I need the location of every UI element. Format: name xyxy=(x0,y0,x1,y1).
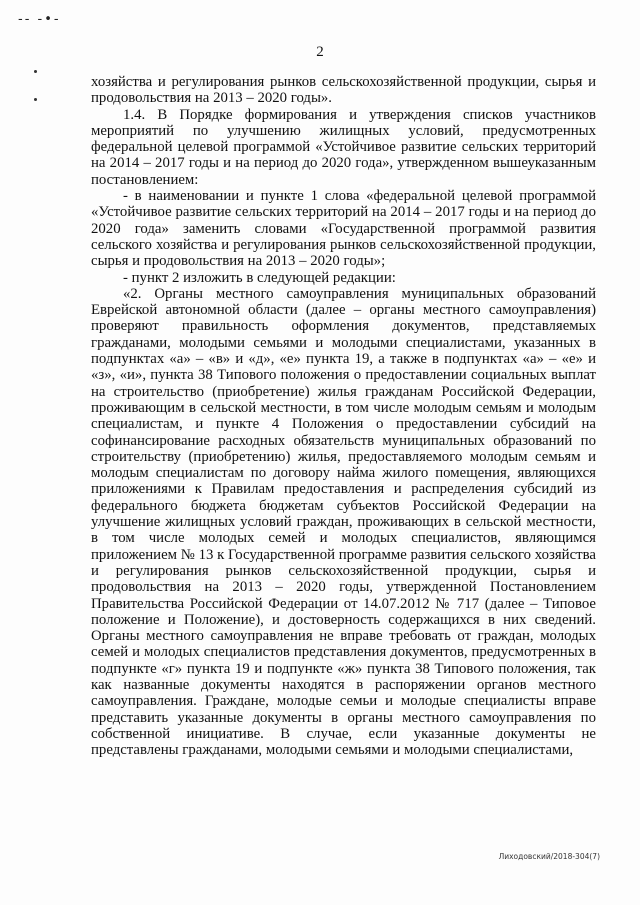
scan-marks: -‐ -•- xyxy=(18,12,61,27)
paragraph-item-2-text: «2. Органы местного самоуправления муниципальных образований Еврейской автономной области (далее – органы местного самоуправления) проверяют правильность оформления документов, представляемых гражданами, молодыми семьями и молодыми специалистами, указанных в подпунктах «а» – «в» и «д», «е» пункта 19, а также в подпунктах «а» – «е» и «з», «и», пункта 38 Типового положения о предоставлении социальных выплат на строительство (приобретение) жилья гражданам Российской Федерации, проживающим в сельской местности, в том числе молодым семьям и молодым специалистам, и пункте 4 Положения о предоставлении субсидий на софинансирование расходных обязательств муниципальных образований по строительству (приобретению) жилья, предоставляемого молодым семьям и молодым специалистам по договору найма жилого помещения, являющихся приложениями к Правилам предоставления и распределения субсидий из федерального бюджета бюджетам субъектов Российской Федерации на улучшение жилищных условий граждан, проживающих в сельской местности, в том числе молодых семей и молодых специалистов, являющимся приложением № 13 к Государственной программе развития сельского хозяйства и регулирования рынков сельскохозяйственной продукции, сырья и продовольствия на 2013 – 2020 годы, утвержденной Постановлением Правительства Российской Федерации от 14.07.2012 № 717 (далее – Типовое положение и Положение), и достоверность содержащихся в них сведений. Органы местного самоуправления не вправе требовать от граждан, молодых семей и молодых специалистов представления документов, предусмотренных в подпункте «г» пункта 19 и подпункте «ж» пункта 38 Типового положения, так как названные документы находятся в распоряжении органов местного самоуправления. Граждане, молодые семьи и молодые специалисты вправе представить указанные документы в органы местного самоуправления по собственной инициативе. В случае, если указанные документы не представлены гражданами, молодыми семьями и молодыми специалистами, xyxy=(91,285,596,759)
document-body xyxy=(91,74,596,758)
page-number: 2 xyxy=(316,44,324,60)
paragraph-item-2-intro: - пункт 2 изложить в следующей редакции: xyxy=(123,269,396,286)
paragraph-continuation: хозяйства и регулирования рынков сельскохозяйственной продукции, сырья и продовольствия на 2013 – 2020 годы». xyxy=(91,74,596,107)
paragraph-1-4: 1.4. В Порядке формирования и утверждения списков участников мероприятий по улучшению жилищных условий, предусмотренных федеральной целевой программой «Устойчивое развитие сельских территорий на 2014 – 2017 годы и на период до 2020 года», утвержденном вышеуказанным постановлением: xyxy=(91,106,596,188)
scan-dot xyxy=(34,70,37,73)
footer-code: Лиходовский/2018-304(7) xyxy=(498,852,600,861)
scan-dot xyxy=(34,98,37,101)
paragraph-item-title-change: - в наименовании и пункте 1 слова «федеральной целевой программой «Устойчивое развитие сельских территорий на 2014 – 2017 годы и на период до 2020 года» заменить словами «Государственной программой развития сельского хозяйства и регулирования рынков сельскохозяйственной продукции, сырья и продовольствия на 2013 – 2020 годы»; xyxy=(91,188,596,270)
